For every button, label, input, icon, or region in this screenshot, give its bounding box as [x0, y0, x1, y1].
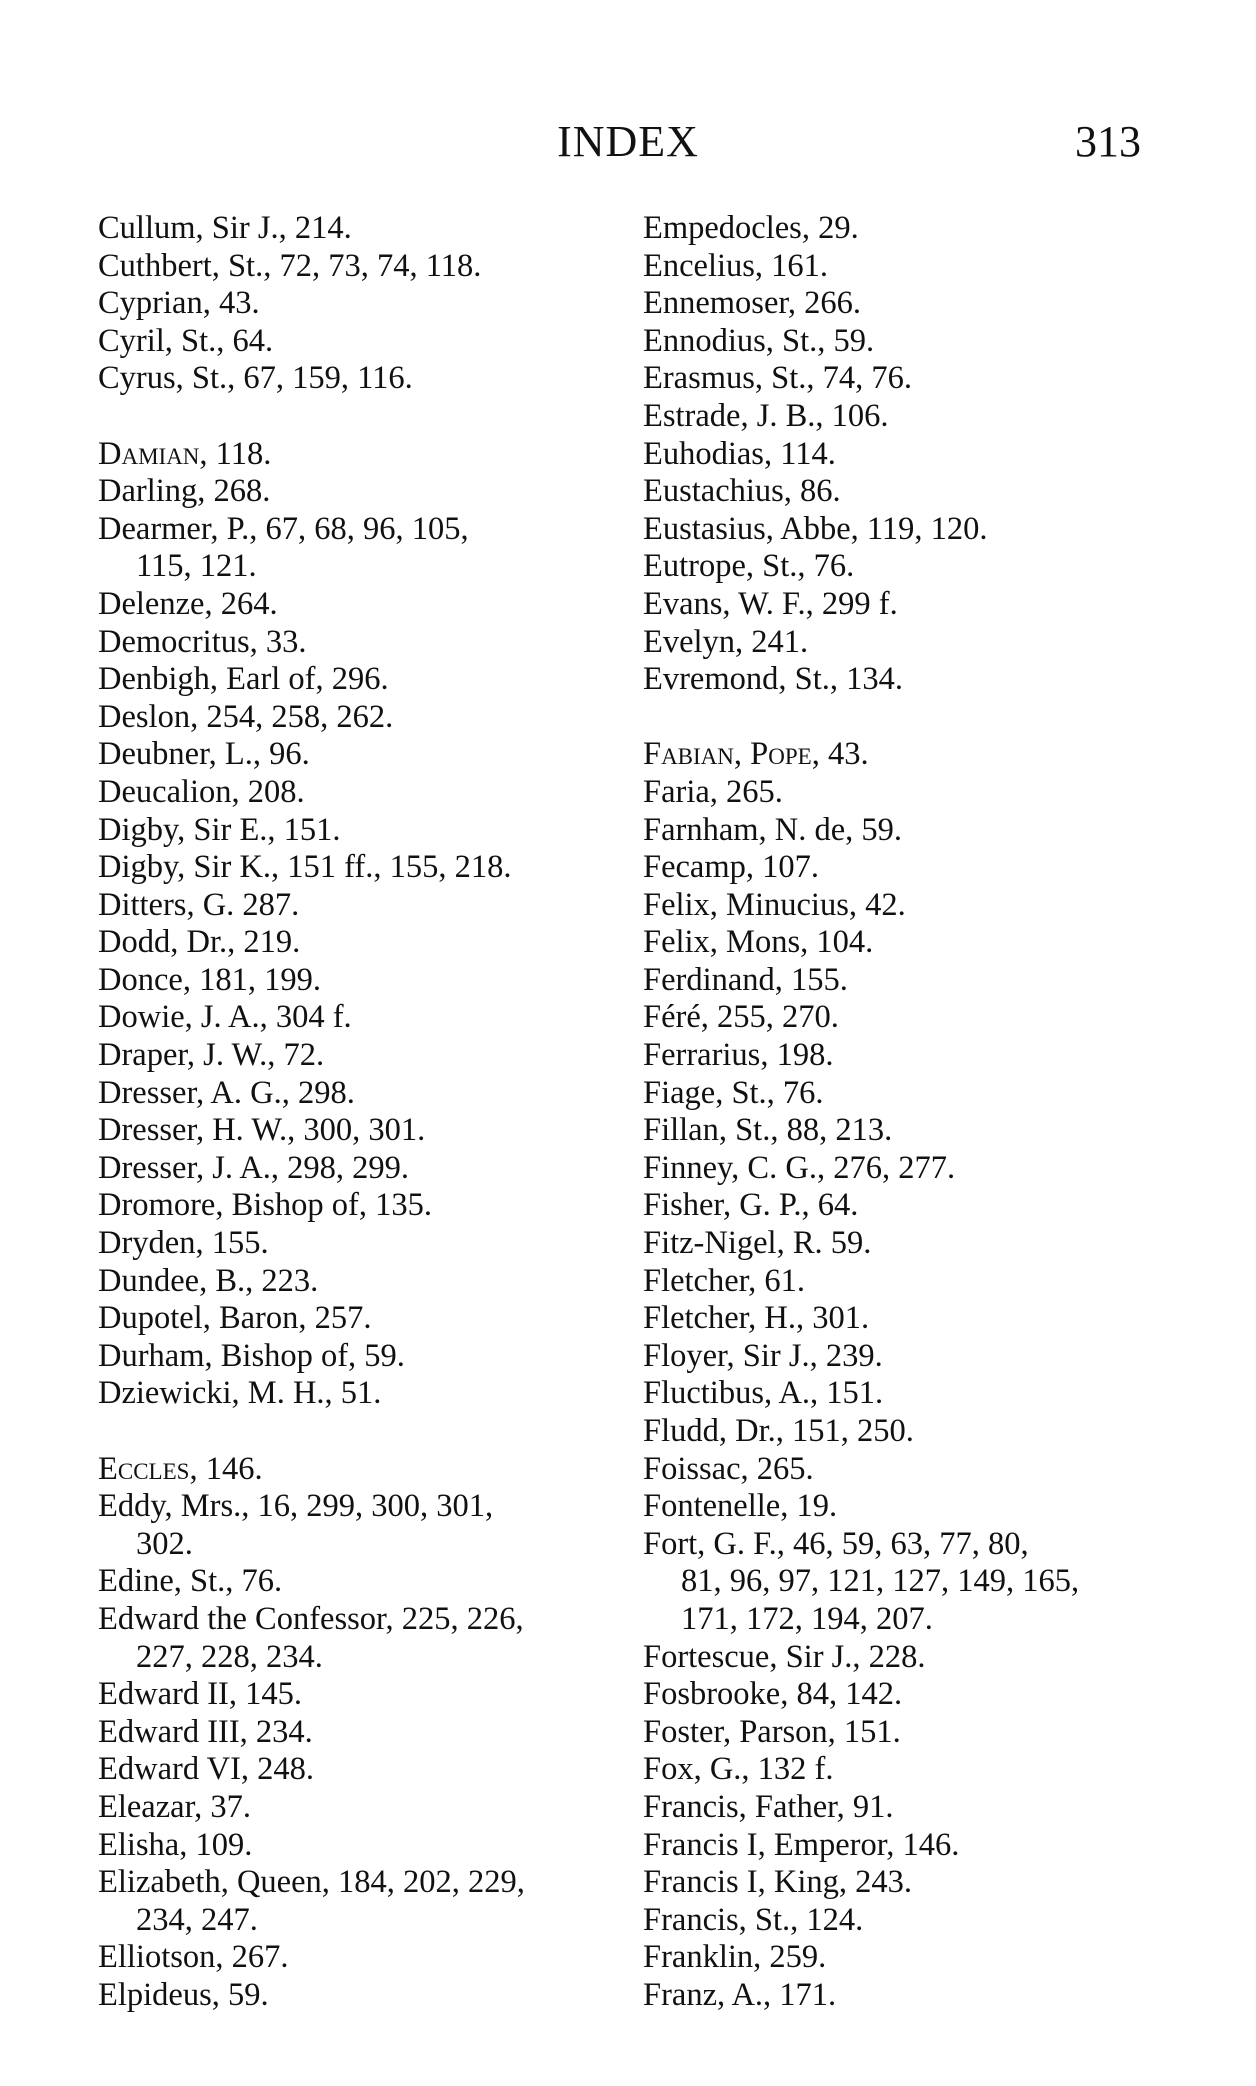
index-entry — [98, 511, 598, 586]
index-entry — [98, 1150, 598, 1188]
index-entry — [643, 436, 1163, 474]
index-entry-line: Fludd, Dr., 151, 250. — [643, 1413, 914, 1449]
index-entry-line: Evelyn, 241. — [643, 623, 809, 660]
index-entry — [643, 1451, 1163, 1489]
index-entry-line: Francis, St., 124. — [643, 1901, 864, 1938]
index-entry — [98, 924, 598, 962]
index-entry-line: Denbigh, Earl of, 296. — [98, 661, 389, 698]
index-entry — [643, 1676, 1163, 1714]
index-entry — [98, 624, 598, 662]
index-entry — [643, 1225, 1163, 1263]
index-entry — [98, 774, 598, 812]
index-entry — [643, 1977, 1163, 2015]
index-entry-line: Euhodias, 114. — [643, 435, 836, 472]
index-entry-line: Felix, Mons, 104. — [643, 924, 874, 961]
index-entry-line: Finney, C. G., 276, 277. — [643, 1149, 956, 1186]
index-entry — [643, 1939, 1163, 1977]
index-entry — [643, 285, 1163, 323]
index-entry-line: Fosbrooke, 84, 142. — [643, 1676, 903, 1713]
index-entry-line: Digby, Sir K., 151 ff., 155, 218. — [98, 849, 512, 886]
index-entry-line: Fortescue, Sir J., 228. — [643, 1638, 926, 1675]
index-entry — [98, 360, 598, 398]
index-entry-line: Elizabeth, Queen, 184, 202, 229, — [98, 1864, 525, 1901]
index-entry — [98, 473, 598, 511]
index-entry-line: Evans, W. F., 299 f. — [643, 585, 898, 622]
index-entry — [98, 1375, 598, 1413]
index-entry-line: Eutrope, St., 76. — [643, 548, 855, 585]
index-entry-line: Empedocles, 29. — [643, 210, 859, 246]
index-column-right — [643, 210, 1163, 2015]
index-entry — [98, 1601, 598, 1676]
index-entry — [643, 887, 1163, 925]
index-entry — [643, 1526, 1163, 1639]
index-column-left — [98, 210, 598, 2015]
index-entry — [643, 1488, 1163, 1526]
index-entry-line: Darling, 268. — [98, 473, 271, 510]
index-entry — [98, 586, 598, 624]
index-entry — [643, 1375, 1163, 1413]
index-entry — [643, 661, 1163, 699]
index-entry-line: Durham, Bishop of, 59. — [98, 1337, 405, 1374]
index-entry — [643, 1751, 1163, 1789]
index-entry — [98, 1037, 598, 1075]
index-entry-line: Franklin, 259. — [643, 1939, 827, 1976]
index-entry-line: Fletcher, 61. — [643, 1262, 806, 1299]
index-entry — [98, 1075, 598, 1113]
index-entry — [643, 1300, 1163, 1338]
index-entry — [643, 473, 1163, 511]
index-entry-line: Delenze, 264. — [98, 585, 278, 622]
index-entry — [98, 1751, 598, 1789]
index-entry-line: Eccles, 146. — [98, 1450, 263, 1487]
index-entry-line: Estrade, J. B., 106. — [643, 397, 889, 434]
index-entry — [98, 1714, 598, 1752]
index-entry-line: Foissac, 265. — [643, 1450, 814, 1487]
index-entry-line: Francis I, Emperor, 146. — [643, 1826, 960, 1863]
index-entry — [643, 624, 1163, 662]
index-entry — [643, 398, 1163, 436]
index-entry-line: Draper, J. W., 72. — [98, 1037, 325, 1074]
index-entry — [98, 1112, 598, 1150]
index-entry-line: Dziewicki, M. H., 51. — [98, 1375, 382, 1412]
index-entry-line: Cyril, St., 64. — [98, 322, 274, 359]
index-entry — [643, 248, 1163, 286]
index-entry — [98, 1939, 598, 1977]
index-entry-line: Donce, 181, 199. — [98, 961, 321, 998]
index-entry — [98, 962, 598, 1000]
index-entry — [643, 1639, 1163, 1677]
index-entry — [643, 1902, 1163, 1940]
index-entry — [98, 1263, 598, 1301]
index-entry-line: Fiage, St., 76. — [643, 1074, 824, 1111]
index-entry — [98, 436, 598, 474]
index-entry-line: Eddy, Mrs., 16, 299, 300, 301, — [98, 1488, 494, 1525]
index-entry — [98, 887, 598, 925]
index-entry-line: Franz, A., 171. — [643, 1976, 837, 2013]
index-entry — [98, 1563, 598, 1601]
index-entry — [643, 924, 1163, 962]
index-entry — [643, 1150, 1163, 1188]
index-entry — [643, 774, 1163, 812]
index-entry — [643, 1413, 1163, 1451]
index-entry — [98, 210, 598, 248]
index-entry-line: Ferrarius, 198. — [643, 1037, 834, 1074]
index-entry-line: Deubner, L., 96. — [98, 736, 310, 773]
index-entry-line: Edine, St., 76. — [98, 1563, 283, 1600]
index-entry — [98, 999, 598, 1037]
index-entry — [98, 1676, 598, 1714]
index-entry — [643, 999, 1163, 1037]
index-entry-line: Fort, G. F., 46, 59, 63, 77, 80, — [643, 1525, 1029, 1562]
index-entry — [643, 323, 1163, 361]
index-entry-line: Cuthbert, St., 72, 73, 74, 118. — [98, 247, 482, 284]
index-entry-line: Evremond, St., 134. — [643, 661, 903, 698]
index-entry — [98, 1187, 598, 1225]
index-entry — [98, 812, 598, 850]
index-entry — [643, 1187, 1163, 1225]
index-entry-line: Ferdinand, 155. — [643, 961, 848, 998]
index-entry — [98, 1864, 598, 1939]
index-entry — [643, 1714, 1163, 1752]
index-entry — [643, 812, 1163, 850]
index-entry — [98, 661, 598, 699]
index-entry-line: Ennemoser, 266. — [643, 285, 862, 322]
index-entry — [98, 849, 598, 887]
index-entry-line: Cyprian, 43. — [98, 285, 260, 322]
index-entry — [643, 1338, 1163, 1376]
index-entry-line: Faria, 265. — [643, 773, 783, 810]
index-entry-line: Dearmer, P., 67, 68, 96, 105, — [98, 510, 469, 547]
index-entry-line: Digby, Sir E., 151. — [98, 811, 341, 848]
index-entry-line: Edward VI, 248. — [98, 1751, 315, 1788]
index-entry-line: 234, 247. — [136, 1901, 258, 1938]
index-entry — [98, 699, 598, 737]
running-head — [0, 112, 1256, 172]
index-entry-line: Elpideus, 59. — [98, 1976, 269, 2013]
index-entry — [98, 323, 598, 361]
index-entry-line: Ditters, G. 287. — [98, 886, 300, 923]
index-entry — [98, 1225, 598, 1263]
index-entry — [98, 1451, 598, 1489]
index-entry — [643, 548, 1163, 586]
index-entry-line: Deucalion, 208. — [98, 773, 305, 810]
index-entry-line: Edward III, 234. — [98, 1713, 313, 1750]
index-entry — [643, 511, 1163, 549]
index-entry-line: Eleazar, 37. — [98, 1788, 251, 1825]
index-entry-line: Fox, G., 132 f. — [643, 1751, 834, 1788]
index-entry-line: Dupotel, Baron, 257. — [98, 1300, 372, 1337]
index-entry-line: Fletcher, H., 301. — [643, 1300, 870, 1337]
index-entry-line: Edward II, 145. — [98, 1676, 302, 1713]
index-entry-line: Fecamp, 107. — [643, 849, 820, 886]
index-entry — [98, 1827, 598, 1865]
index-entry — [643, 1037, 1163, 1075]
index-entry — [643, 849, 1163, 887]
index-entry-line: 81, 96, 97, 121, 127, 149, 165, — [681, 1563, 1080, 1600]
index-entry-line: Dodd, Dr., 219. — [98, 924, 301, 961]
index-entry — [98, 248, 598, 286]
index-entry-line: Cullum, Sir J., 214. — [98, 210, 352, 246]
page-title: INDEX — [557, 117, 699, 166]
index-entry-line: Fillan, St., 88, 213. — [643, 1112, 893, 1149]
index-entry — [643, 1864, 1163, 1902]
index-entry-line: Damian, 118. — [98, 435, 272, 472]
index-entry-line: 302. — [136, 1525, 193, 1562]
index-entry-line: 115, 121. — [136, 548, 257, 585]
index-entry — [643, 360, 1163, 398]
index-entry-line: Fitz-Nigel, R. 59. — [643, 1225, 872, 1262]
index-entry-line: Edward the Confessor, 225, 226, — [98, 1600, 524, 1637]
index-entry-line: Elliotson, 267. — [98, 1939, 289, 1976]
index-entry — [98, 1488, 598, 1563]
index-entry-line: Ennodius, St., 59. — [643, 322, 875, 359]
index-entry-line: Eustachius, 86. — [643, 473, 841, 510]
index-entry-line: Fisher, G. P., 64. — [643, 1187, 859, 1224]
index-entry — [98, 1977, 598, 2015]
index-entry — [98, 1338, 598, 1376]
index-entry-line: Farnham, N. de, 59. — [643, 811, 903, 848]
index-entry-line: Fluctibus, A., 151. — [643, 1375, 884, 1412]
index-entry — [643, 1827, 1163, 1865]
index-entry — [643, 586, 1163, 624]
index-entry-line: 227, 228, 234. — [136, 1638, 323, 1675]
index-entry-line: Floyer, Sir J., 239. — [643, 1337, 883, 1374]
index-entry — [643, 962, 1163, 1000]
page-number: 313 — [1075, 117, 1141, 166]
index-entry-line: Deslon, 254, 258, 262. — [98, 698, 394, 735]
index-entry-line: Francis I, King, 243. — [643, 1864, 912, 1901]
index-entry — [643, 1263, 1163, 1301]
index-entry — [643, 1075, 1163, 1113]
index-entry — [643, 210, 1163, 248]
index-entry-line: Dresser, A. G., 298. — [98, 1074, 355, 1111]
index-entry-line: Erasmus, St., 74, 76. — [643, 360, 913, 397]
index-entry-line: Elisha, 109. — [98, 1826, 253, 1863]
index-entry-line: Dromore, Bishop of, 135. — [98, 1187, 432, 1224]
index-entry-line: 171, 172, 194, 207. — [681, 1600, 933, 1637]
index-entry — [643, 1789, 1163, 1827]
index-entry — [643, 1112, 1163, 1150]
index-entry-line: Cyrus, St., 67, 159, 116. — [98, 360, 413, 397]
index-entry-line: Dresser, H. W., 300, 301. — [98, 1112, 426, 1149]
index-entry — [98, 1300, 598, 1338]
index-entry-line: Francis, Father, 91. — [643, 1788, 894, 1825]
index-entry-line: Democritus, 33. — [98, 623, 307, 660]
index-entry — [98, 1789, 598, 1827]
index-entry-line: Encelius, 161. — [643, 247, 829, 284]
index-entry-line: Fabian, Pope, 43. — [643, 736, 869, 773]
index-entry-line: Dryden, 155. — [98, 1225, 269, 1262]
index-entry — [98, 736, 598, 774]
index-entry-line: Dresser, J. A., 298, 299. — [98, 1149, 410, 1186]
index-entry — [98, 285, 598, 323]
index-entry-line: Felix, Minucius, 42. — [643, 886, 906, 923]
index-entry-line: Dundee, B., 223. — [98, 1262, 319, 1299]
index-entry-line: Féré, 255, 270. — [643, 999, 839, 1036]
index-entry-line: Fontenelle, 19. — [643, 1488, 838, 1525]
index-entry — [643, 736, 1163, 774]
index-entry-line: Eustasius, Abbe, 119, 120. — [643, 510, 988, 547]
index-entry-line: Foster, Parson, 151. — [643, 1713, 901, 1750]
index-entry-line: Dowie, J. A., 304 f. — [98, 999, 352, 1036]
